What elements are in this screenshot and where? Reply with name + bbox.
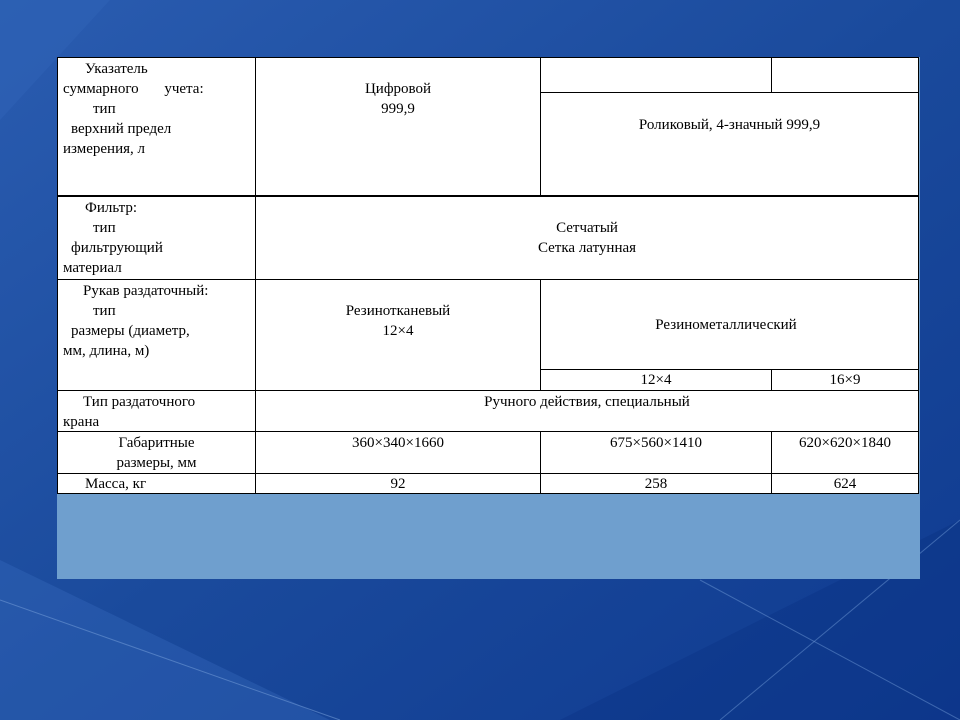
counter-col23: Роликовый, 4-значный 999,9 xyxy=(638,117,821,133)
hose-label-line-3: размеры (диаметр, xyxy=(71,323,190,339)
counter-col1-line-2: 999,9 xyxy=(381,101,415,117)
nozzle-value: Ручного действия, специальный xyxy=(484,394,690,410)
counter-label-line-3: тип xyxy=(93,101,116,117)
filter-label-line-3: фильтрующий xyxy=(71,240,163,256)
hose-col1-line-1: Резинотканевый xyxy=(345,303,451,319)
filter-value-line-1: Сетчатый xyxy=(556,220,618,236)
mass-col2: 258 xyxy=(644,476,668,492)
filter-label-line-4: материал xyxy=(63,260,122,276)
dims-label-line-1: Габаритные xyxy=(118,435,195,451)
dims-col2: 675×560×1410 xyxy=(610,435,702,451)
counter-label-line-4: верхний предел xyxy=(71,121,172,137)
filter-label-line-1: Фильтр: xyxy=(85,200,138,216)
nozzle-label-line-1: Тип раздаточного xyxy=(83,394,196,410)
hose-col2-size: 12×4 xyxy=(640,372,672,388)
specification-table xyxy=(57,57,919,494)
filter-value-line-2: Сетка латунная xyxy=(537,240,637,256)
nozzle-label-line-2: крана xyxy=(63,414,100,430)
dims-col3: 620×620×1840 xyxy=(799,435,891,451)
counter-col1-line-1: Цифровой xyxy=(364,81,432,97)
hose-col23: Резинометаллический xyxy=(655,317,797,333)
counter-label-line-2: суммарного учета: xyxy=(63,81,204,97)
nozzle-label xyxy=(63,392,253,432)
counter-label-line-1: Указатель xyxy=(85,61,148,77)
filter-label xyxy=(63,198,253,278)
dims-label-line-2: размеры, мм xyxy=(116,455,197,471)
hose-label-line-4: мм, длина, м) xyxy=(63,343,150,359)
mass-col1: 92 xyxy=(390,476,406,492)
counter-label xyxy=(63,59,253,159)
filter-label-line-2: тип xyxy=(93,220,116,236)
dims-label xyxy=(58,433,255,473)
hose-label xyxy=(63,281,253,361)
hose-col1 xyxy=(256,301,540,341)
counter-col1 xyxy=(256,79,540,119)
mass-label: Масса, кг xyxy=(85,476,147,492)
hose-label-line-1: Рукав раздаточный: xyxy=(83,283,209,299)
counter-label-line-5: измерения, л xyxy=(63,141,145,157)
hose-label-line-2: тип xyxy=(93,303,116,319)
filter-value xyxy=(256,218,918,258)
mass-col3: 624 xyxy=(833,476,857,492)
dims-col1: 360×340×1660 xyxy=(352,435,444,451)
hose-col3-size: 16×9 xyxy=(829,372,861,388)
hose-col1-line-2: 12×4 xyxy=(382,323,414,339)
